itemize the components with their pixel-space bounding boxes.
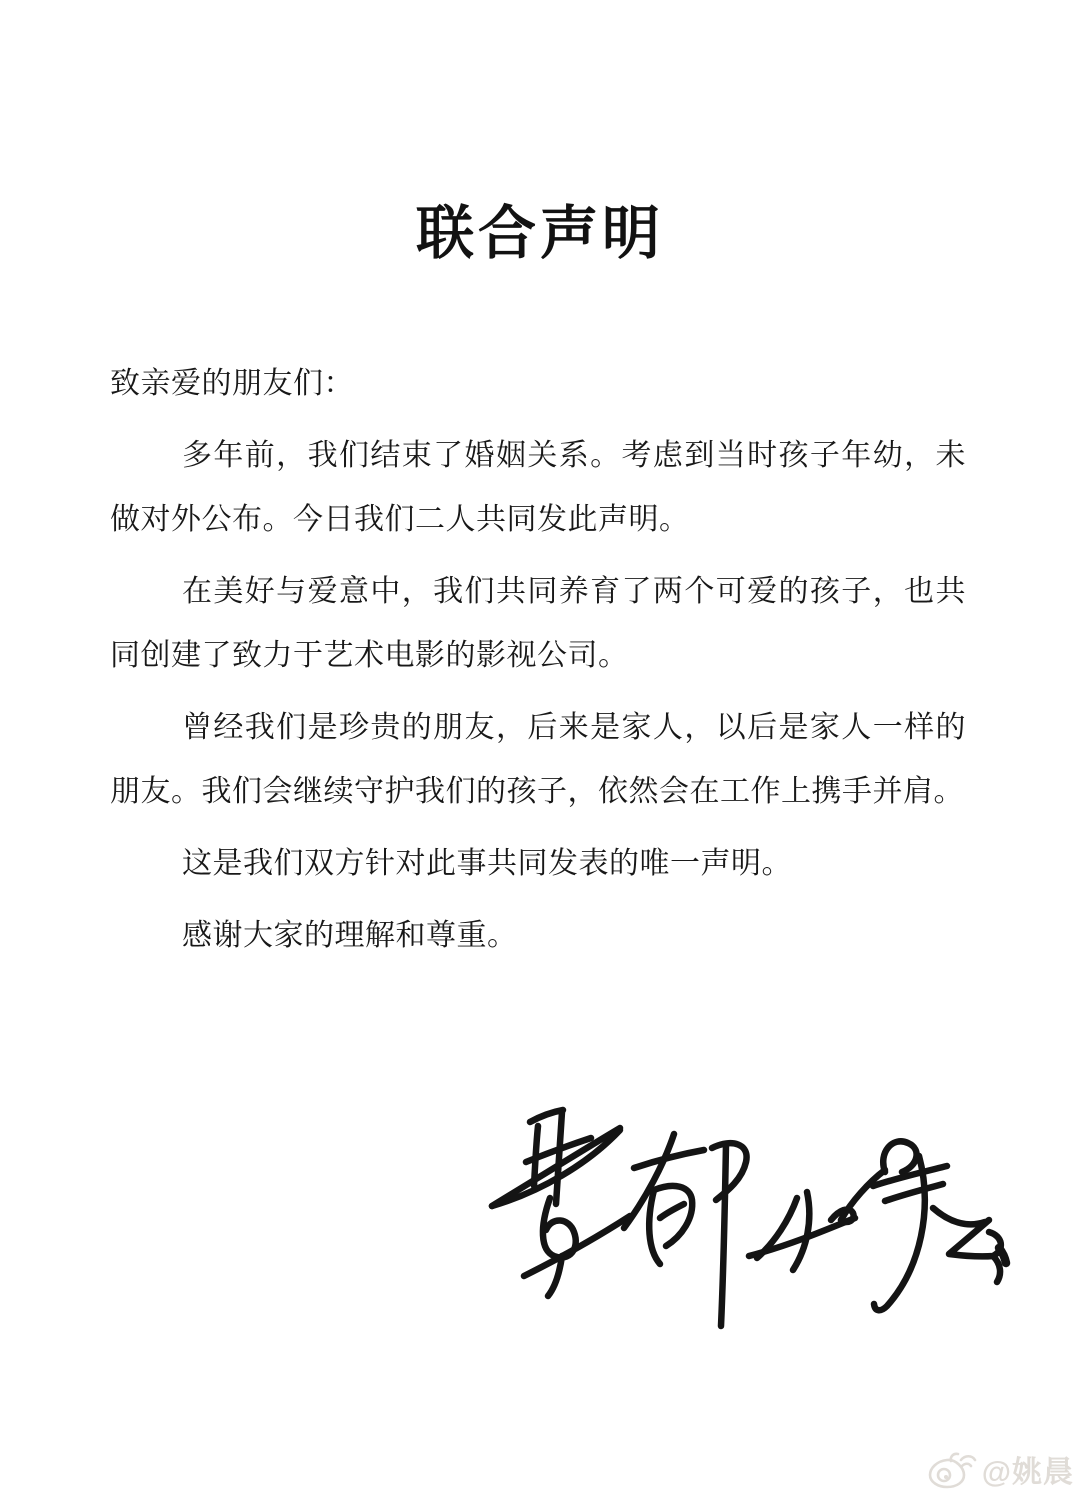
- signature-yao-chen: [735, 1128, 1035, 1338]
- signature-yao-chen-ink: [735, 1128, 1035, 1338]
- paragraph: 多年前，我们结束了婚姻关系。考虑到当时孩子年幼，未做对外公布。今日我们二人共同发此声明。: [110, 439, 966, 536]
- paragraph: 感谢大家的理解和尊重。: [182, 919, 518, 952]
- watermark-handle: @姚晨: [981, 1456, 1074, 1489]
- weibo-watermark: [925, 1447, 1074, 1491]
- paragraph: 这是我们双方针对此事共同发表的唯一声明。: [182, 847, 792, 880]
- document-title: 联合声明: [415, 201, 664, 266]
- salutation-line: 致亲爱的朋友们：: [110, 367, 354, 400]
- document-body: [110, 352, 966, 968]
- paragraph: 在美好与爱意中，我们共同养育了两个可爱的孩子，也共同创建了致力于艺术电影的影视公司。: [110, 575, 966, 672]
- signature-cao-yu: [478, 1098, 768, 1333]
- signature-cao-yu-ink: [478, 1098, 768, 1333]
- weibo-logo-icon: [925, 1448, 977, 1490]
- paragraph: 曾经我们是珍贵的朋友，后来是家人，以后是家人一样的朋友。我们会继续守护我们的孩子，依然会在工作上携手并肩。: [110, 711, 966, 808]
